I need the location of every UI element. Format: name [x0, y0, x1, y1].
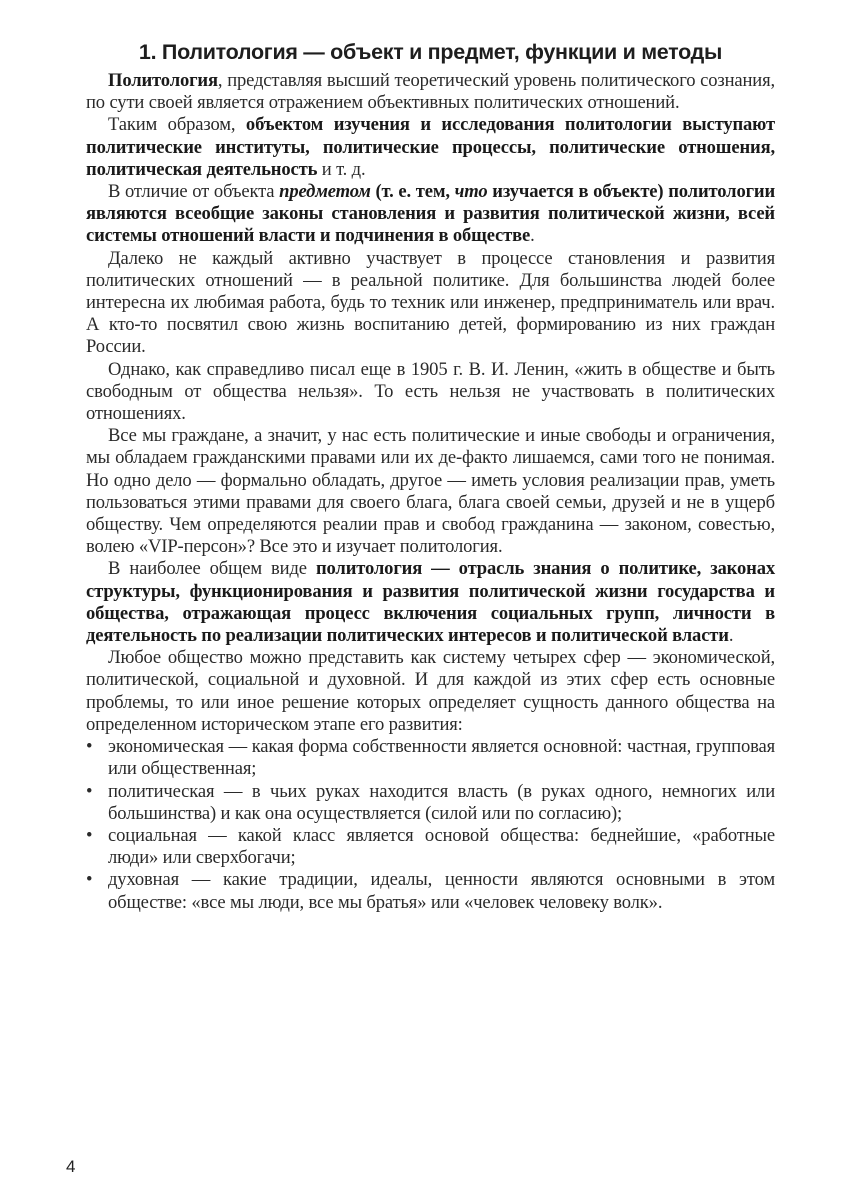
list-item-text: духовная — какие традиции, идеалы, ценности являются основными в этом обществе: «все мы люди, все мы братья» или «человек человеку волк».	[108, 869, 775, 913]
list-item-economic	[86, 736, 775, 780]
list-item-spiritual	[86, 869, 775, 913]
list-item-text: экономическая — какая форма собственности является основной: частная, групповая или общественная;	[108, 736, 775, 780]
text-span: В отличие от объекта	[108, 181, 280, 203]
bold-object-definition: объектом изучения и исследования политологии выступают политические институты, политические процессы, политические отношения, политическая деятельность	[86, 114, 775, 180]
list-item-political	[86, 781, 775, 825]
term-politology: Политология	[108, 70, 218, 91]
paragraph-participation: Далеко не каждый активно участвует в процессе становления и развития политических отношений — в реальной политике. Для большинства людей более интересна их любимая работа, будь то техник или инженер, предприниматель или врач. А кто-то посвятил свою жизнь воспитанию детей, формированию из них граждан России.	[86, 247, 775, 358]
bold-text: (т. е. тем,	[370, 181, 455, 203]
bold-italic-what: что	[454, 181, 488, 203]
bold-italic-subject: предметом	[279, 181, 371, 203]
book-page	[86, 38, 775, 914]
text-span: и т. д.	[317, 158, 366, 180]
bold-subject-definition: изучается в объекте) политологии являются всеобщие законы становления и развития политической жизни, всей системы отношений власти и подчинения в обществе	[86, 181, 776, 247]
paragraph-subject	[86, 181, 775, 248]
page-number: 4	[66, 1157, 76, 1176]
bullet-icon: •	[86, 736, 93, 758]
bullet-icon: •	[86, 824, 93, 846]
paragraph-object	[86, 114, 775, 181]
bold-general-definition: политология — отрасль знания о политике, законах структуры, функционирования и развития политической жизни государства и общества, отражающая процесс включения социальных групп, личности в деятельность по реализации политических интересов и политической власти	[86, 558, 775, 647]
text-span: Таким образом,	[108, 114, 246, 136]
list-item-text: социальная — какой класс является основой общества: беднейшие, «работные люди» или сверхбогачи;	[108, 824, 775, 869]
list-item-social	[86, 825, 775, 869]
section-heading: 1. Политология — объект и предмет, функции и методы	[138, 40, 723, 64]
paragraph-four-spheres: Любое общество можно представить как систему четырех сфер — экономической, политической, социальной и духовной. И для каждой из этих сфер есть основные проблемы, то или иное решение которых определяет сущность данного общества на определенном историческом этапе его развития:	[86, 647, 775, 735]
bullet-icon: •	[86, 780, 93, 802]
bullet-icon: •	[86, 869, 93, 891]
list-item-text: политическая — в чьих руках находится власть (в руках одного, немногих или большинства) и как она осуществляется (силой или по согласию);	[108, 780, 775, 824]
text-span: В наиболее общем виде	[108, 558, 316, 580]
paragraph-citizens: Все мы граждане, а значит, у нас есть политические и иные свободы и ограничения, мы обладаем гражданскими правами или их де-факто лишаемся, сами того не понимая. Но одно дело — формально обладать, другое — иметь условия реализации прав, уметь пользоваться этими правами для своего блага, блага своей семьи, друзей и не в ущерб обществу. Чем определяются реалии прав и свобод гражданина — законом, совестью, волею «VIP-персон»? Все это и изучает политология.	[86, 425, 775, 558]
spheres-list	[86, 736, 775, 914]
paragraph-definition	[86, 70, 775, 114]
paragraph-general-definition	[86, 558, 775, 647]
paragraph-lenin-quote: Однако, как справедливо писал еще в 1905 г. В. И. Ленин, «жить в обществе и быть свободным от общества нельзя». То есть нельзя не участвовать в политических отношениях.	[86, 358, 775, 425]
text-span: , представляя высший теоретический уровень политического сознания, по сути своей является отражением объективных политических отношений.	[86, 70, 775, 114]
text-span: .	[530, 225, 535, 247]
text-span: .	[728, 625, 734, 647]
